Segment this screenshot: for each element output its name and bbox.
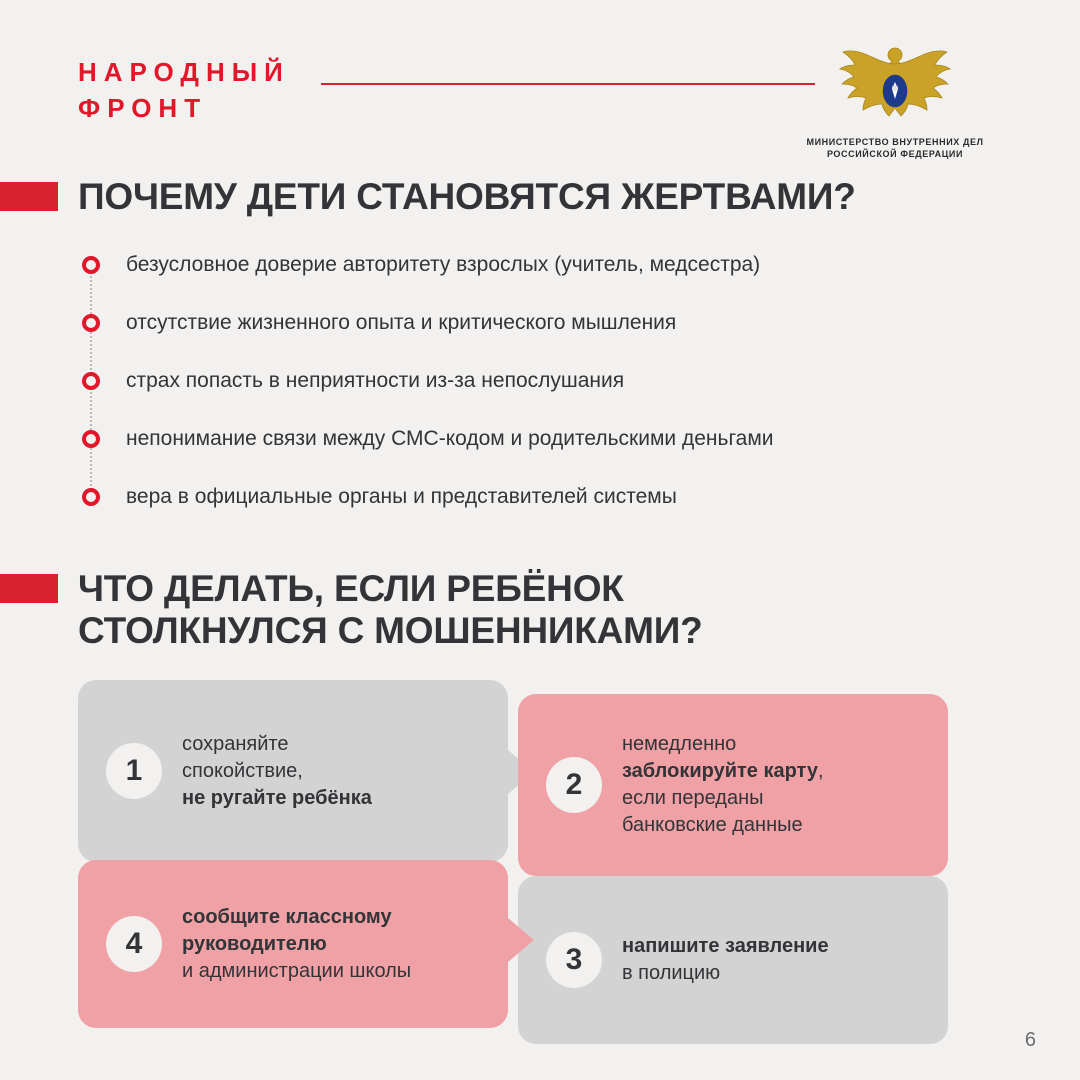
step-card-2 (518, 694, 948, 876)
bullet-dot-icon (82, 430, 100, 448)
step-2-bold: заблокируйте карту (622, 760, 818, 782)
step-number-3: 3 (546, 932, 602, 988)
step-text-4 (182, 904, 411, 985)
section-title-line-1: ЧТО ДЕЛАТЬ, ЕСЛИ РЕБЁНОК (78, 568, 624, 609)
page-number: 6 (1024, 1029, 1036, 1051)
section-heading-why (78, 176, 856, 218)
step-number-4: 4 (106, 916, 162, 972)
list-item (82, 236, 1002, 294)
step-1-plain: сохраняйте спокойствие, (182, 732, 303, 782)
step-text-3 (622, 933, 829, 987)
step-3-bold: напишите заявление (622, 935, 829, 957)
section-accent-bar (0, 574, 58, 603)
section-title-why: ПОЧЕМУ ДЕТИ СТАНОВЯТСЯ ЖЕРТВАМИ? (78, 176, 856, 217)
bullet-dot-icon (82, 372, 100, 390)
brand-logo (78, 54, 290, 126)
step-2-plain-after: , если переданы банковские данные (622, 760, 824, 836)
step-3-plain-after: в полицию (622, 962, 721, 984)
list-item (82, 468, 1002, 526)
list-item (82, 410, 1002, 468)
steps-container (78, 680, 1008, 1030)
bullet-dot-icon (82, 314, 100, 332)
section-title-line-2: СТОЛКНУЛСЯ С МОШЕННИКАМИ? (78, 610, 703, 651)
list-item-label: отсутствие жизненного опыта и критического мышления (126, 311, 677, 334)
list-item-label: безусловное доверие авторитету взрослых (учитель, медсестра) (126, 253, 761, 276)
step-number-1: 1 (106, 743, 162, 799)
step-4-plain-after: и администрации школы (182, 959, 412, 982)
list-item-label: страх попасть в неприятности из-за непослушания (126, 369, 625, 392)
step-arrow-4-to-3-icon (508, 918, 534, 962)
list-item-label: вера в официальные органы и представителей системы (126, 485, 677, 508)
ministry-logo-block (780, 44, 1010, 160)
ministry-caption-line-1: МИНИСТЕРСТВО ВНУТРЕННИХ ДЕЛ (806, 137, 984, 147)
step-text-2 (622, 731, 824, 839)
list-item-label: непонимание связи между СМС-кодом и родительскими деньгами (126, 427, 774, 450)
list-item (82, 352, 1002, 410)
bullet-dot-icon (82, 488, 100, 506)
step-card-3 (518, 876, 948, 1044)
list-item (82, 294, 1002, 352)
step-text-1 (182, 731, 372, 812)
brand-divider-rule (321, 83, 815, 85)
section-heading-what-to-do (78, 568, 703, 652)
step-1-bold: не ругайте ребёнка (182, 786, 372, 809)
mvd-eagle-emblem-icon (820, 44, 970, 130)
brand-line-1: НАРОДНЫЙ (78, 57, 290, 87)
section-accent-bar (0, 182, 58, 211)
step-2-plain-before: немедленно (622, 733, 737, 755)
step-number-2: 2 (546, 757, 602, 813)
ministry-caption (780, 136, 1010, 160)
header (78, 44, 1010, 164)
reason-list (82, 236, 1002, 526)
bullet-dot-icon (82, 256, 100, 274)
section-title-what-to-do (78, 568, 703, 652)
brand-line-2: ФРОНТ (78, 93, 208, 123)
step-card-4 (78, 860, 508, 1028)
step-card-1 (78, 680, 508, 862)
step-4-bold: сообщите классному руководителю (182, 905, 392, 955)
ministry-caption-line-2: РОССИЙСКОЙ ФЕДЕРАЦИИ (826, 149, 964, 159)
